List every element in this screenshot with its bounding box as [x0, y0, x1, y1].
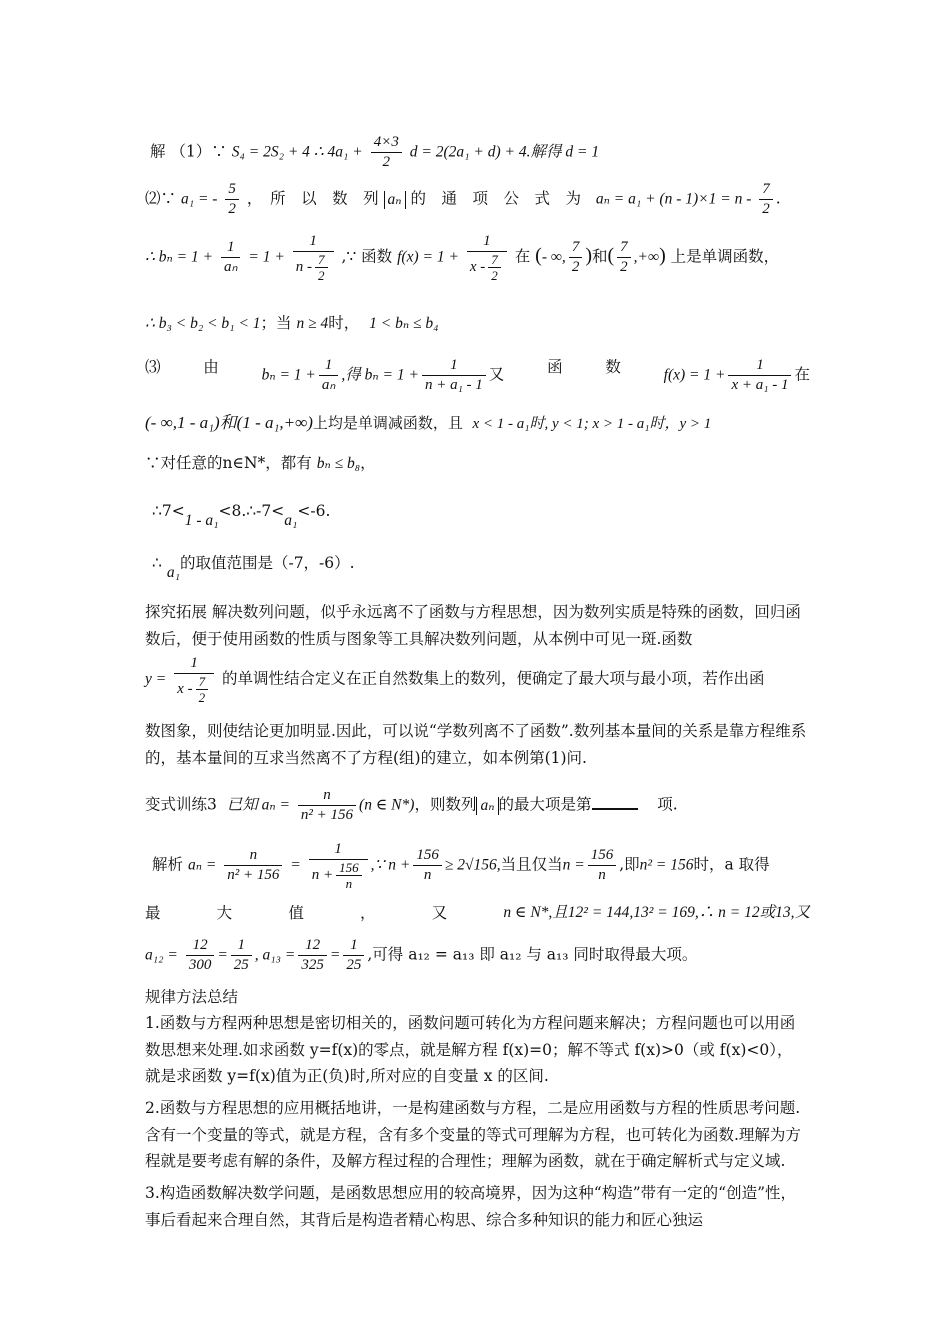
variant-training: 变式训练3 已知 aₙ = $\frac{n}{\text{n² + 156}}$ (n ∈ N*)，则数列 aₙ 的最大项是第 项.: [145, 787, 678, 823]
solution-line-4: ∴ b₃ < b₂ < b₁ < 1；当 n ≥ 4时， 1 < bₙ ≤ b₄: [145, 314, 439, 332]
summary-point-1: 1.函数与方程两种思想是密切相关的，函数问题可转化为方程问题来解决；方程问题也可以用函数思想来处理.如求函数 y=f(x)的零点，就是解方程 f(x)=0；解不等式 f(x)>0（或 f(x)<0），就是求函数 y=f(x)值为正(负)时,所对应的自变量 x 的区间.: [145, 1014, 796, 1085]
analysis-line-2: 最 大 值 ， 又 n ∈ N*,且12² = 144,13² = 169,∴ n = 12或13,又: [145, 904, 810, 922]
fraction: $\frac{7}{2}$: [759, 180, 773, 219]
solution-line-9: ∴ a₁的取值范围是（-7，-6）.: [152, 554, 355, 581]
summary-point-2: 2.函数与方程思想的应用概括地讲，一是构建函数与方程，二是应用函数与方程的性质思考问题.含有一个变量的等式，就是方程，含有多个变量的等式可理解为方程，也可转化为函数.理解为方程就是要考虑有解的条件，及解方程过程的合理性；理解为函数，就在于确定解析式与定义域.: [145, 1099, 801, 1170]
solution-line-5: ⑶ 由 bₙ = 1 + $\frac{1}{\text{aₙ}}$ ,得 bₙ = 1 + $\frac{1}{\text{n + a₁ - 1}}$ 又 函 数 f(x) = 1 + $\frac{1}{\text{x + a₁ - 1}}$ 在: [145, 357, 810, 393]
solution-line-1: 解 （1）∵ S₄ = 2S₂ + 4 ∴ 4a₁ + $\frac{4\times 3}{2}$ d = 2(2a₁ + d) + 4.解得 d = 1: [150, 134, 600, 170]
explore-formula-line: y = 1 x - $\frac{7}{2}$ 的单调性结合定义在正自然数集上的数列，便确定了最大项与最小项，若作出函: [145, 655, 765, 705]
explore-paragraph-2: 数图象，则使结论更加明显.因此，可以说“学数列离不了函数”.数列基本量间的关系是靠方程维系的，基本量间的互求当然离不了方程(组)的建立，如本例第(1)问.: [145, 722, 807, 767]
solution-line-7: ∵对任意的n∈N*，都有 bₙ ≤ b₈，: [145, 454, 376, 472]
analysis-line-1: 解析 aₙ = $\frac{n}{\text{n² + 156}}$ = 1 n + $\frac{156}{n}$ ,∵ n + $\frac{156}{n}$ ≥ 2√156,当且仅当n = $\frac{156}{n}$ ,即n² = 156时，a 取得: [152, 841, 770, 891]
fraction: $\frac{1}{\text{aₙ}}$: [221, 238, 240, 277]
fraction: 1 x - $\frac{7}{2}$: [467, 232, 507, 283]
summary-title: 规律方法总结: [145, 988, 239, 1006]
analysis-line-3: a₁₂ = $\frac{12}{300}$ = $\frac{1}{25}$ , a₁₃ = $\frac{12}{325}$ = $\frac{1}{25}$ ,可得 a₁₂ = a₁₃ 即 a₁₂ 与 a₁₃ 同时取得最大项。: [145, 937, 698, 973]
explore-paragraph-1: 探究拓展 解决数列问题，似乎永远离不了函数与方程思想，因为数列实质是特殊的函数，回归函数后，便于使用函数的性质与图象等工具解决数列问题，从本例中可见一斑.函数: [145, 603, 801, 648]
solution-line-2: ⑵∵ a₁ = - $\frac{5}{2}$ ， 所 以 数 列 aₙ 的 通 项 公 式 为 aₙ = a₁ + (n - 1)×1 = n - $\frac{7}{2}$ .: [145, 181, 781, 217]
answer-blank: [592, 794, 638, 810]
solution-line-8: ∴7<1 - a₁<8.∴-7<a₁<-6.: [152, 502, 331, 529]
fraction: 1 n - $\frac{7}{2}$: [293, 232, 334, 283]
solution-line-6: (- ∞,1 - a₁)和(1 - a₁,+∞)上均是单调减函数，且 x < 1 - a₁时, y < 1; x > 1 - a₁时，y > 1: [145, 413, 712, 432]
fraction: $\frac{4\times 3}{2}$: [371, 133, 402, 172]
summary-point-3: 3.构造函数解决数学问题，是函数思想应用的较高境界，因为这种“构造”带有一定的“创造”性，事后看起来合理自然，其背后是构造者精心构思、综合多种知识的能力和匠心独运: [145, 1184, 796, 1229]
solution-line-3: ∴ bₙ = 1 + $\frac{1}{\text{aₙ}}$ = 1 + 1 n - $\frac{7}{2}$ ,∵ 函数 f(x) = 1 + 1 x - $\frac{7}{2}$ 在 (- ∞, $\frac{7}{2}$ )和( $\frac{7}{2}$ ,+∞) 上是单调函数，: [145, 233, 780, 283]
fraction: $\frac{5}{2}$: [225, 180, 239, 219]
